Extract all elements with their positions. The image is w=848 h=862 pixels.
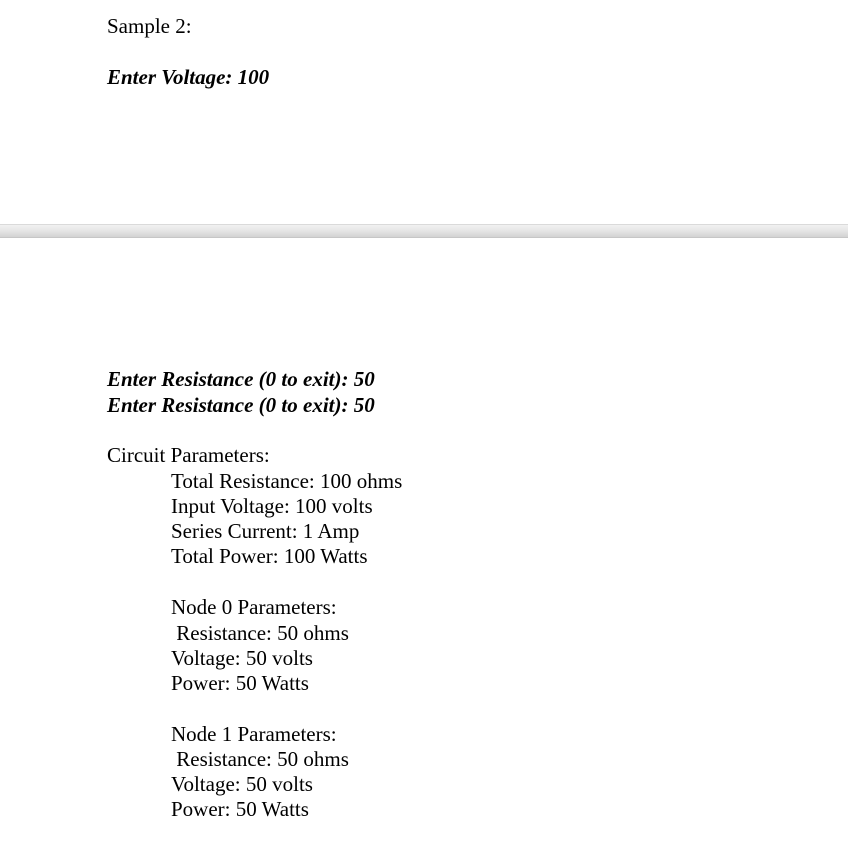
node-1-heading: Node 1 Parameters: (171, 722, 337, 746)
node-0-heading: Node 0 Parameters: (171, 595, 337, 619)
total-power-line: Total Power: 100 Watts (171, 544, 368, 568)
node-1-power: Power: 50 Watts (171, 797, 309, 821)
page-break-divider (0, 224, 848, 238)
input-voltage-line: Input Voltage: 100 volts (171, 494, 373, 518)
node-1-voltage: Voltage: 50 volts (171, 772, 313, 796)
circuit-parameters-heading: Circuit Parameters: (107, 443, 270, 467)
resistance-prompt: Enter Resistance (0 to exit): 50 (107, 367, 375, 391)
node-1-resistance: Resistance: 50 ohms (171, 747, 349, 771)
sample-label: Sample 2: (107, 14, 192, 38)
node-0-power: Power: 50 Watts (171, 671, 309, 695)
voltage-prompt: Enter Voltage: 100 (107, 65, 270, 89)
total-resistance-line: Total Resistance: 100 ohms (171, 469, 403, 493)
node-0-resistance: Resistance: 50 ohms (171, 621, 349, 645)
resistance-prompt: Enter Resistance (0 to exit): 50 (107, 393, 375, 417)
node-0-voltage: Voltage: 50 volts (171, 646, 313, 670)
series-current-line: Series Current: 1 Amp (171, 519, 360, 543)
